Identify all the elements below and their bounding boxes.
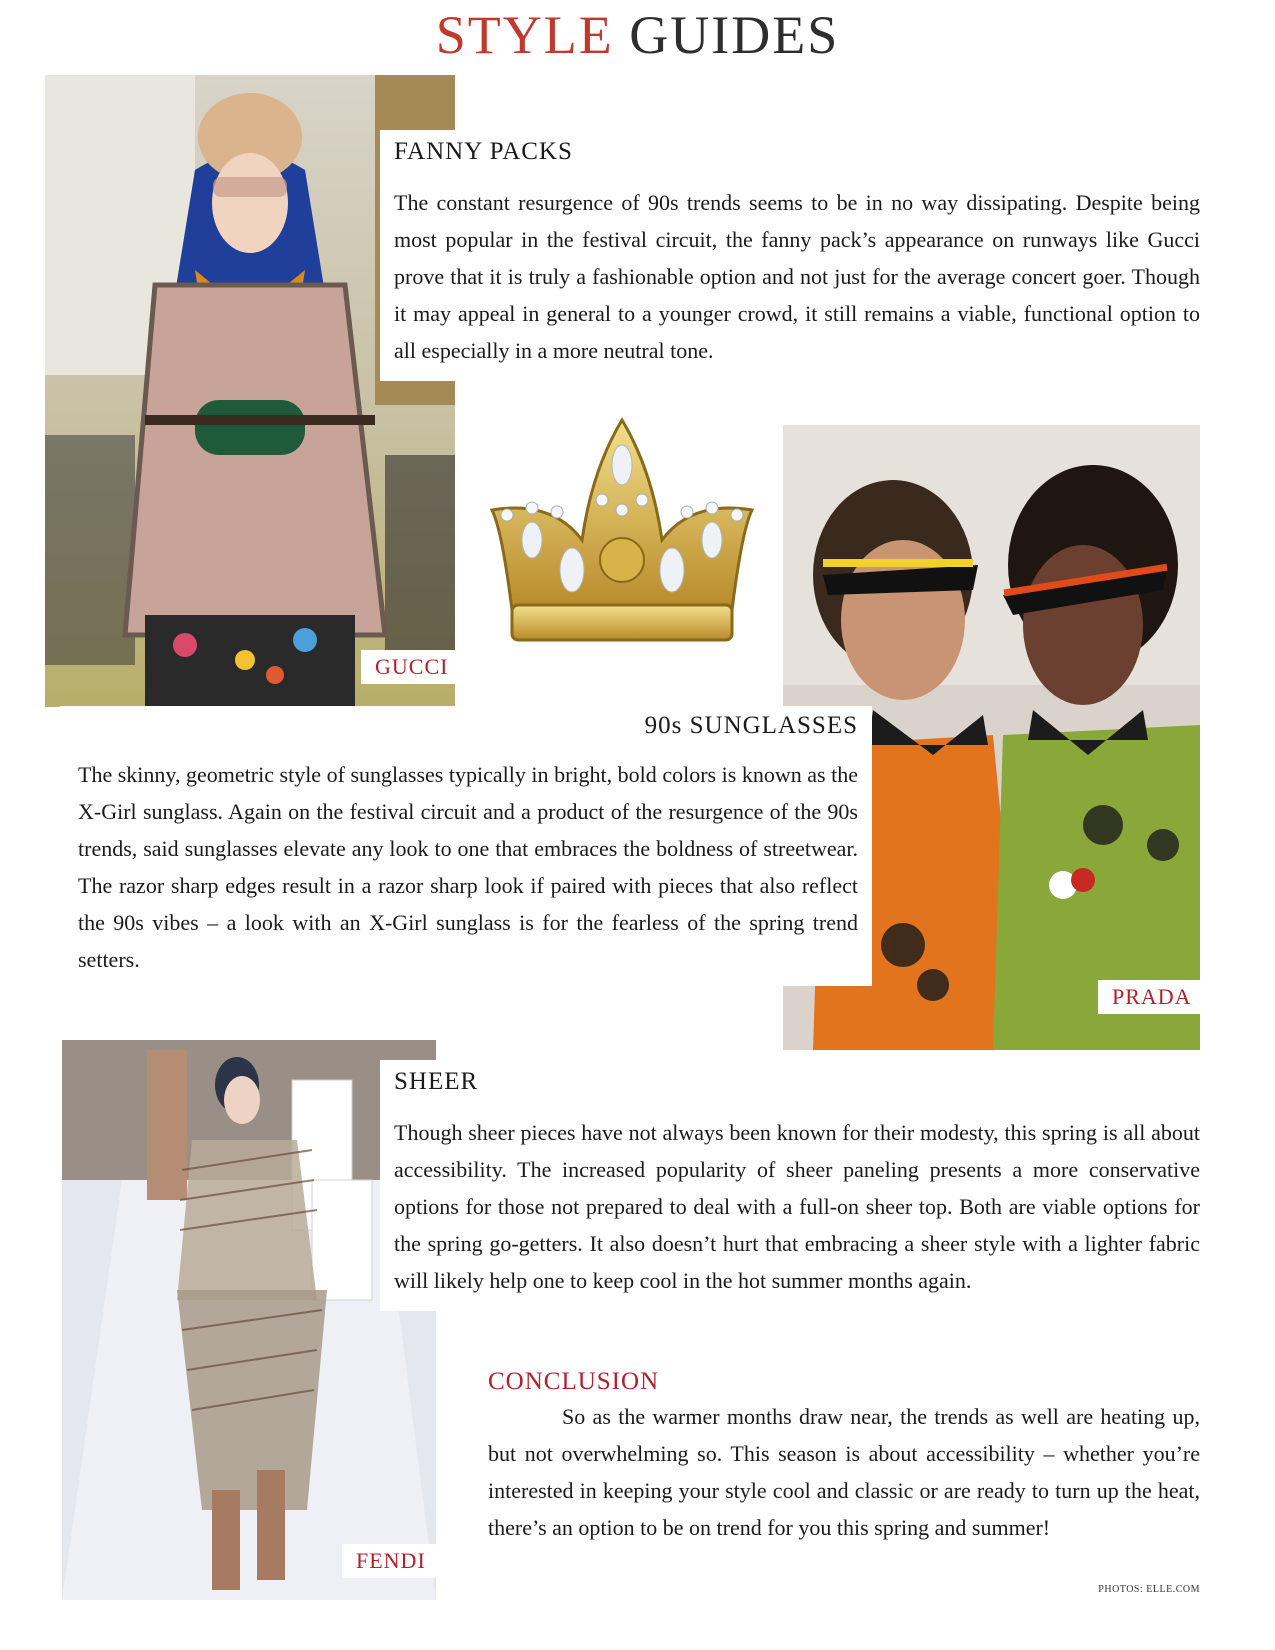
conclusion-body: So as the warmer months draw near, the trends as well are heating up, but not overwhelming so. This season is about accessibility – whether you’re interested in keeping your style cool and classic or are ready to turn up the heat, there’s an option to be on trend for you this spring and summer! bbox=[488, 1404, 1200, 1540]
title-word-style: STYLE bbox=[435, 5, 614, 65]
sunglasses-heading: 90s SUNGLASSES bbox=[644, 712, 858, 739]
sunglasses-section bbox=[60, 706, 872, 986]
conclusion-heading: CONCLUSION bbox=[488, 1368, 660, 1395]
fendi-label: FENDI bbox=[342, 1544, 440, 1578]
fanny-packs-body: The constant resurgence of 90s trends seems to be in no way dissipating. Despite being most popular in the festival circuit, the fanny pack’s appearance on runways like Gucci prove that it is truly a fashionable option and not just for the average concert goer. Though it may appeal in general to a younger crowd, it still remains a viable, functional option to all especially in a more neutral tone. bbox=[394, 190, 1200, 363]
fanny-packs-heading: FANNY PACKS bbox=[394, 138, 573, 165]
crown-brooch-photo bbox=[472, 410, 772, 660]
sheer-section bbox=[380, 1060, 1200, 1311]
prada-label: PRADA bbox=[1098, 980, 1206, 1014]
sheer-heading: SHEER bbox=[394, 1068, 479, 1095]
sheer-body: Though sheer pieces have not always been known for their modesty, this spring is all about accessibility. The increased popularity of sheer paneling presents a more conservative options for those not prepared to deal with a full-on sheer top. Both are viable options for the spring go-getters. It also doesn’t hurt that embracing a sheer style with a lighter fabric will likely help one to keep cool in the hot summer months again. bbox=[394, 1120, 1200, 1293]
page-title bbox=[0, 5, 1275, 65]
photo-credit: PHOTOS: ELLE.COM bbox=[1098, 1584, 1200, 1595]
title-word-guides: GUIDES bbox=[629, 5, 840, 65]
gucci-label: GUCCI bbox=[361, 650, 462, 684]
fanny-packs-section bbox=[380, 130, 1200, 381]
sunglasses-body: The skinny, geometric style of sunglasses typically in bright, bold colors is known as the X-Girl sunglass. Again on the festival circuit and a product of the resurgence of the 90s trends, said sunglasses elevate any look to one that embraces the boldness of streetwear. The razor sharp edges result in a razor sharp look if paired with pieces that also reflect the 90s vibes – a look with an X-Girl sunglass is for the fearless of the spring trend setters. bbox=[78, 762, 858, 972]
conclusion-section bbox=[488, 1368, 1200, 1546]
